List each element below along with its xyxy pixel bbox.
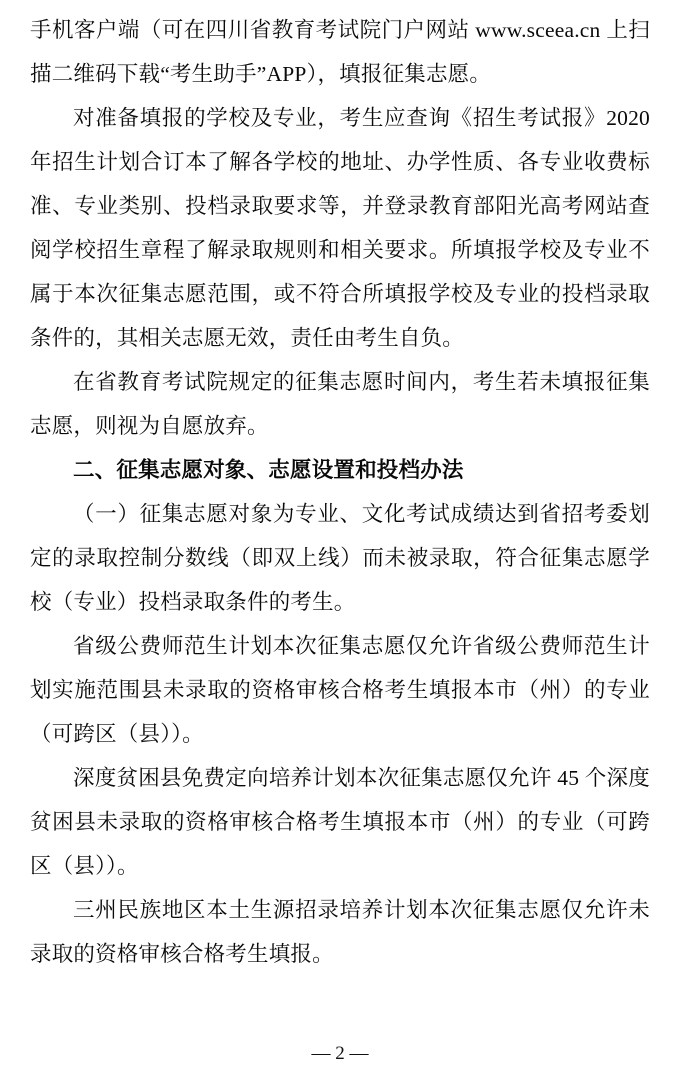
paragraph-eligible-candidates: （一）征集志愿对象为专业、文化考试成绩达到省招考委划定的录取控制分数线（即双上线）而未被录取，符合征集志愿学校（专业）投档录取条件的考生。 bbox=[30, 502, 650, 614]
paragraph-continuation: 手机客户端（可在四川省教育考试院门户网站 www.sceea.cn 上扫描二维码下载“考生助手”APP），填报征集志愿。 bbox=[30, 18, 650, 86]
paragraph-deadline-waiver: 在省教育考试院规定的征集志愿时间内，考生若未填报征集志愿，则视为自愿放弃。 bbox=[30, 370, 650, 438]
paragraph-public-funded-teacher-plan: 省级公费师范生计划本次征集志愿仅允许省级公费师范生计划实施范围县未录取的资格审核合格考生填报本市（州）的专业（可跨区（县））。 bbox=[30, 634, 650, 746]
section-heading-two: 二、征集志愿对象、志愿设置和投档办法 bbox=[73, 458, 464, 482]
paragraph-three-prefectures-plan: 三州民族地区本土生源招录培养计划本次征集志愿仅允许未录取的资格审核合格考生填报。 bbox=[30, 898, 650, 966]
paragraph-poverty-county-plan: 深度贫困县免费定向培养计划本次征集志愿仅允许 45 个深度贫困县未录取的资格审核合格考生填报本市（州）的专业（可跨区（县））。 bbox=[30, 766, 650, 878]
paragraph-plan-booklet: 对准备填报的学校及专业，考生应查询《招生考试报》2020 年招生计划合订本了解各学校的地址、办学性质、各专业收费标准、专业类别、投档录取要求等，并登录教育部阳光高考网站查阅学校招生章程了解录取规则和相关要求。所填报学校及专业不属于本次征集志愿范围，或不符合所填报学校及专业的投档录取条件的，其相关志愿无效，责任由考生自负。 bbox=[30, 106, 650, 350]
document-body bbox=[30, 8, 650, 976]
page-number: — 2 — bbox=[311, 1043, 369, 1064]
